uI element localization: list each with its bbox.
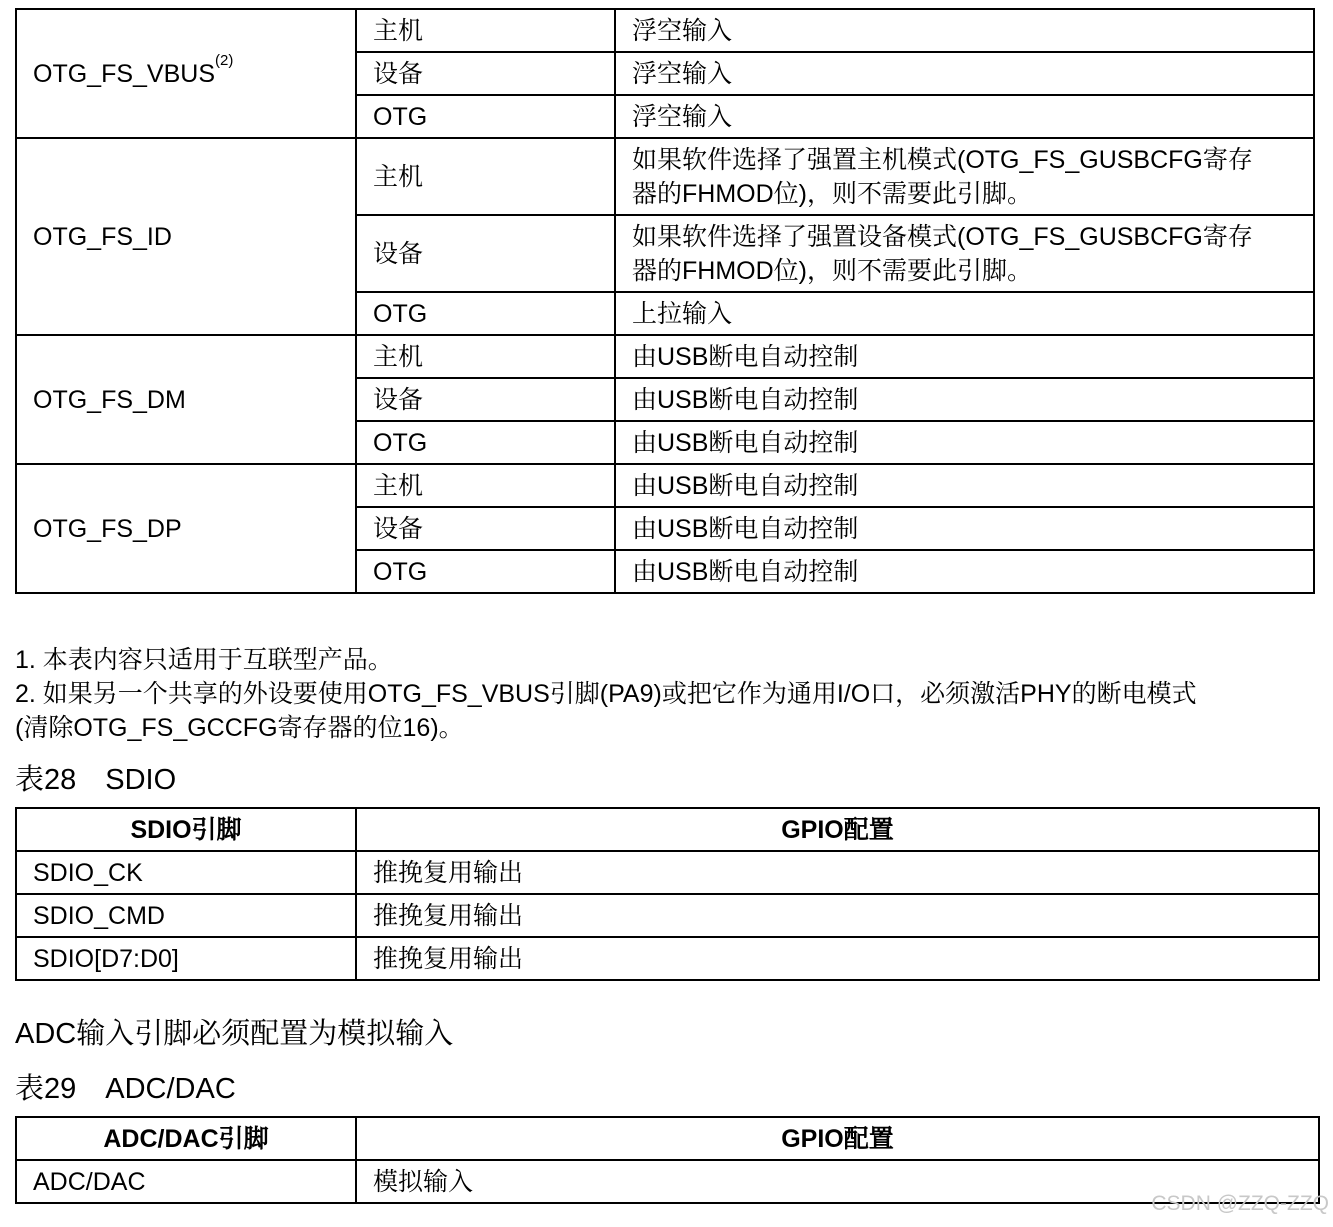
config-cell xyxy=(615,138,1314,215)
column-header: GPIO配置 xyxy=(356,1117,1319,1160)
table-28-caption: 表28 SDIO xyxy=(15,764,177,796)
adc-dac-pin-table xyxy=(15,1116,1320,1204)
mode-cell: 设备 xyxy=(356,52,615,95)
mode-cell: 主机 xyxy=(356,335,615,378)
table-row xyxy=(16,894,1319,937)
config-cell: 推挽复用输出 xyxy=(356,851,1319,894)
config-cell: 推挽复用输出 xyxy=(356,937,1319,980)
config-cell xyxy=(615,215,1314,292)
mode-cell: OTG xyxy=(356,550,615,593)
otg-fs-pin-table xyxy=(15,8,1315,594)
table-header-row xyxy=(16,808,1319,851)
table-row xyxy=(16,138,1314,215)
config-cell: 浮空输入 xyxy=(615,52,1314,95)
adc-paragraph: ADC输入引脚必须配置为模拟输入 xyxy=(15,1018,454,1050)
pin-cell: SDIO_CK xyxy=(16,851,356,894)
sdio-pin-table xyxy=(15,807,1320,981)
config-cell: 由USB断电自动控制 xyxy=(615,335,1314,378)
footnote-ref: (2) xyxy=(215,51,234,69)
mode-cell: 主机 xyxy=(356,9,615,52)
table-row xyxy=(16,464,1314,507)
column-header: ADC/DAC引脚 xyxy=(16,1117,356,1160)
config-cell: 模拟输入 xyxy=(356,1160,1319,1203)
pin-cell: SDIO[D7:D0] xyxy=(16,937,356,980)
config-line: 器的FHMOD位)，则不需要此引脚。 xyxy=(632,256,1032,285)
config-cell: 上拉输入 xyxy=(615,292,1314,335)
mode-cell: OTG xyxy=(356,292,615,335)
config-cell: 由USB断电自动控制 xyxy=(615,550,1314,593)
config-line: 器的FHMOD位)，则不需要此引脚。 xyxy=(632,179,1032,208)
pin-cell-vbus xyxy=(16,9,356,138)
config-cell: 由USB断电自动控制 xyxy=(615,507,1314,550)
column-header: GPIO配置 xyxy=(356,808,1319,851)
table-row xyxy=(16,335,1314,378)
table-row xyxy=(16,1160,1319,1203)
table-row xyxy=(16,937,1319,980)
config-cell: 由USB断电自动控制 xyxy=(615,421,1314,464)
mode-cell: OTG xyxy=(356,421,615,464)
mode-cell: 主机 xyxy=(356,464,615,507)
mode-cell: 设备 xyxy=(356,378,615,421)
table-row xyxy=(16,9,1314,52)
config-cell: 由USB断电自动控制 xyxy=(615,378,1314,421)
mode-cell: OTG xyxy=(356,95,615,138)
pin-cell: SDIO_CMD xyxy=(16,894,356,937)
column-header: SDIO引脚 xyxy=(16,808,356,851)
pin-cell-dp: OTG_FS_DP xyxy=(16,464,356,593)
pin-cell: ADC/DAC xyxy=(16,1160,356,1203)
pin-cell-dm: OTG_FS_DM xyxy=(16,335,356,464)
footnote-2-line-1: 2. 如果另一个共享的外设要使用OTG_FS_VBUS引脚(PA9)或把它作为通用I/O口，必须激活PHY的断电模式 xyxy=(15,680,1197,708)
table-row xyxy=(16,851,1319,894)
mode-cell: 主机 xyxy=(356,138,615,215)
config-cell: 浮空输入 xyxy=(615,95,1314,138)
pin-cell-id: OTG_FS_ID xyxy=(16,138,356,335)
pin-name: OTG_FS_VBUS xyxy=(33,59,215,88)
table-header-row xyxy=(16,1117,1319,1160)
mode-cell: 设备 xyxy=(356,507,615,550)
config-cell: 推挽复用输出 xyxy=(356,894,1319,937)
config-cell: 由USB断电自动控制 xyxy=(615,464,1314,507)
config-cell: 浮空输入 xyxy=(615,9,1314,52)
config-line: 如果软件选择了强置设备模式(OTG_FS_GUSBCFG寄存 xyxy=(632,222,1253,251)
config-line: 如果软件选择了强置主机模式(OTG_FS_GUSBCFG寄存 xyxy=(632,145,1253,174)
watermark: CSDN @ZZQ-ZZQ xyxy=(1151,1192,1329,1215)
footnote-1: 1. 本表内容只适用于互联型产品。 xyxy=(15,646,393,674)
table-29-caption: 表29 ADC/DAC xyxy=(15,1073,236,1105)
mode-cell: 设备 xyxy=(356,215,615,292)
footnote-2-line-2: (清除OTG_FS_GCCFG寄存器的位16)。 xyxy=(15,714,464,742)
